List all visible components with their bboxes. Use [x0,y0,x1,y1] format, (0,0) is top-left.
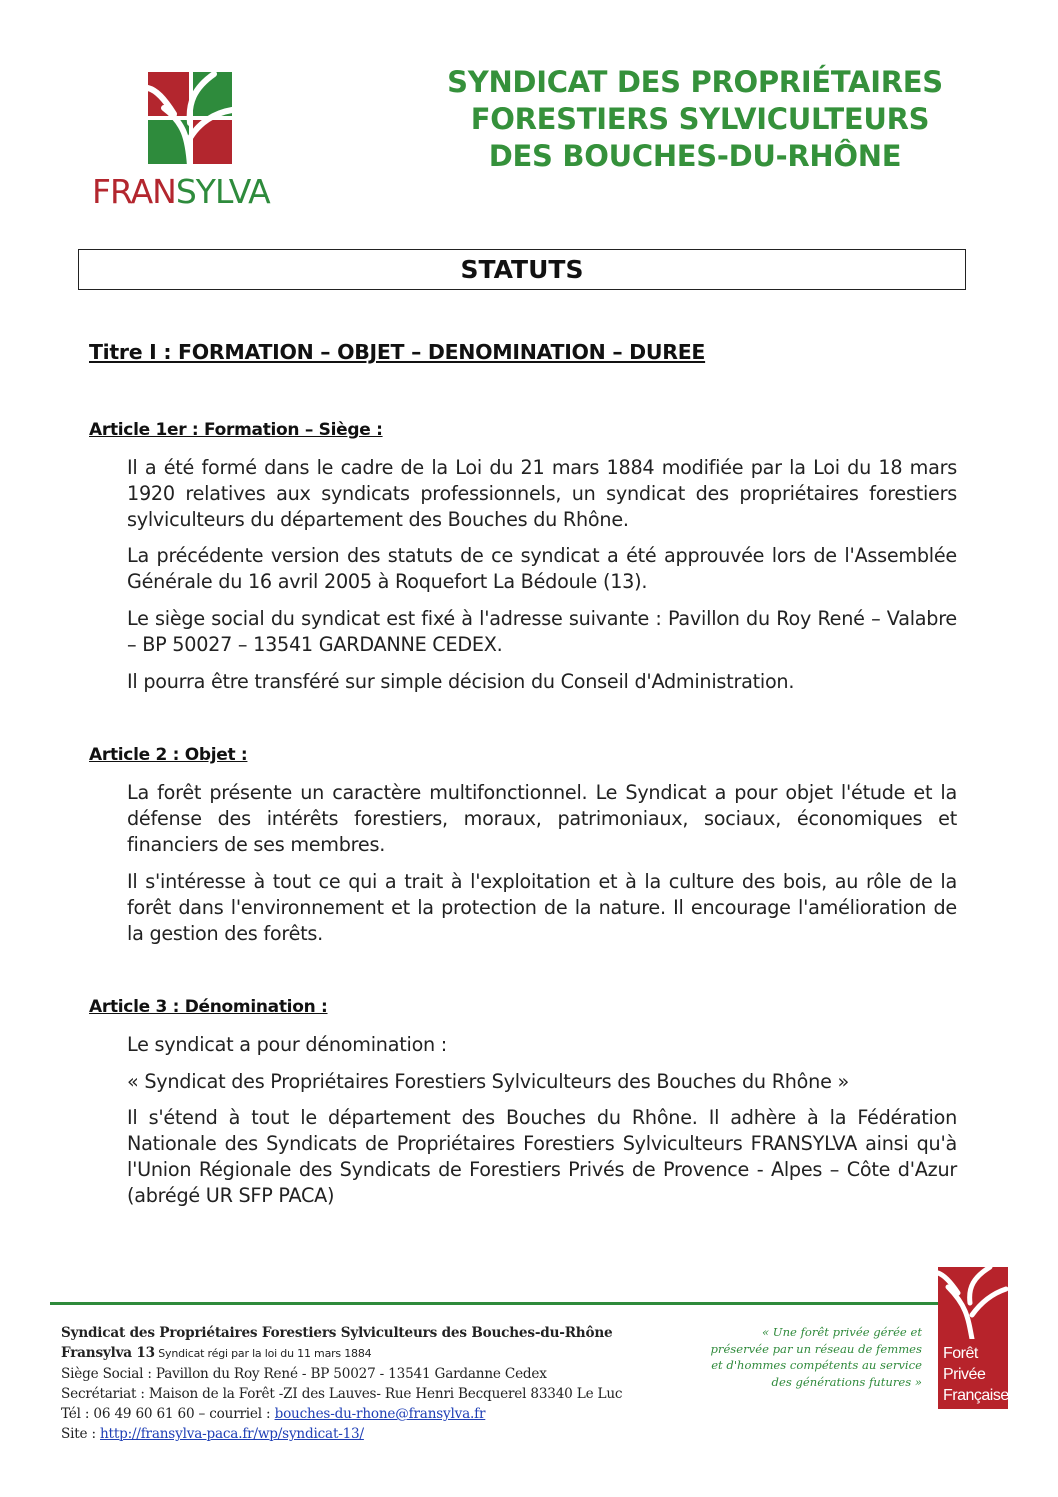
footer-tagline: « Une forêt privée gérée et préservée par un réseau de femmes et d'hommes compétents au service des générations futures » [710,1325,922,1389]
footer-site-label: Site : [61,1426,100,1442]
fpf-word-3: Française [943,1387,1009,1404]
footer-legal-note: Syndicat régi par la loi du 11 mars 1884 [154,1347,372,1360]
article-1-heading: Article 1er : Formation – Siège : [89,420,383,440]
titre-1-heading: Titre I : FORMATION – OBJET – DENOMINATION – DUREE [89,340,706,364]
org-title-line-3: DES BOUCHES-DU-RHÔNE [488,139,902,173]
fpf-word-2: Privée [943,1366,986,1383]
article-3-paragraph-2: « Syndicat des Propriétaires Forestiers Sylviculteurs des Bouches du Rhône » [127,1070,849,1093]
org-title-line-1: SYNDICAT DES PROPRIÉTAIRES [447,65,943,99]
fpf-tree-icon [938,1267,1008,1339]
foret-privee-francaise-logo [938,1267,1008,1409]
footer-line-contact [61,1404,622,1424]
article-1-paragraph-1: Il a été formé dans le cadre de la Loi du 21 mars 1884 modifiée par la Loi du 18 mars 1920 relatives aux syndicats professionnels, un syndicat des propriétaires forestiers sylviculteurs du département des Bouches du Rhône. [127,456,957,531]
organization-title [430,64,960,175]
footer-line-secretariat: Secrétariat : Maison de la Forêt -ZI des Lauves- Rue Henri Becquerel 83340 Le Luc [61,1386,623,1402]
article-3-paragraph-3: Il s'étend à tout le département des Bouches du Rhône. Il adhère à la Fédération Nationale des Syndicats de Propriétaires Forestiers Sylviculteurs FRANSYLVA ainsi qu'à l'Union Régionale des Syndicats de Forestiers Privés de Provence - Alpes – Côte d'Azur (abrégé UR SFP PACA) [127,1106,957,1207]
footer-email-link[interactable]: bouches-du-rhone@fransylva.fr [274,1406,486,1422]
article-3-paragraph-1: Le syndicat a pour dénomination : [127,1033,448,1056]
article-2-paragraph-2: Il s'intéresse à tout ce qui a trait à l'exploitation et à la culture des bois, au rôle de la forêt dans l'environnement et la protection de la nature. Il encourage l'amélioration de la gestion des forêts. [127,870,957,945]
fpf-word-1: Forêt [943,1345,978,1362]
footer-contact [61,1323,622,1444]
tree-logo-icon [144,68,236,168]
article-1-paragraph-3: Le siège social du syndicat est fixé à l'adresse suivante : Pavillon du Roy René – Valabre – BP 50027 – 13541 GARDANNE CEDEX. [127,607,957,656]
logo-sylva-text: SYLVA [175,172,270,211]
article-2-paragraph-1: La forêt présente un caractère multifonctionnel. Le Syndicat a pour objet l'étude et la défense des intérêts forestiers, moraux, patrimoniaux, sociaux, économiques et financiers de ses membres. [127,781,957,856]
footer-line-site [61,1424,622,1444]
footer-site-link[interactable]: http://fransylva-paca.fr/wp/syndicat-13/ [100,1426,364,1442]
fransylva-logo [92,68,300,211]
article-1-paragraph-2: La précédente version des statuts de ce syndicat a été approuvée lors de l'Assemblée Générale du 16 avril 2005 à Roquefort La Bédoule (13). [127,544,957,593]
footer-line-fransylva [61,1343,622,1364]
logo-fran-text: FRAN [92,172,176,211]
fpf-wordmark [943,1343,1009,1406]
logo-wordmark [92,172,270,211]
article-2-heading: Article 2 : Objet : [89,745,248,765]
org-title-line-2: FORESTIERS SYLVICULTEURS [470,102,930,136]
footer-phone: Tél : 06 49 60 61 60 – courriel : [61,1406,275,1422]
article-3-heading: Article 3 : Dénomination : [89,997,328,1017]
footer-divider [50,1302,958,1305]
footer-line-siege: Siège Social : Pavillon du Roy René - BP 50027 - 13541 Gardanne Cedex [61,1366,547,1382]
footer-fransylva-name: Fransylva 13 [61,1345,155,1361]
statuts-heading: STATUTS [78,249,966,290]
footer-line-organization: Syndicat des Propriétaires Forestiers Sylviculteurs des Bouches-du-Rhône [61,1325,613,1341]
article-1-paragraph-4: Il pourra être transféré sur simple décision du Conseil d'Administration. [127,670,795,693]
